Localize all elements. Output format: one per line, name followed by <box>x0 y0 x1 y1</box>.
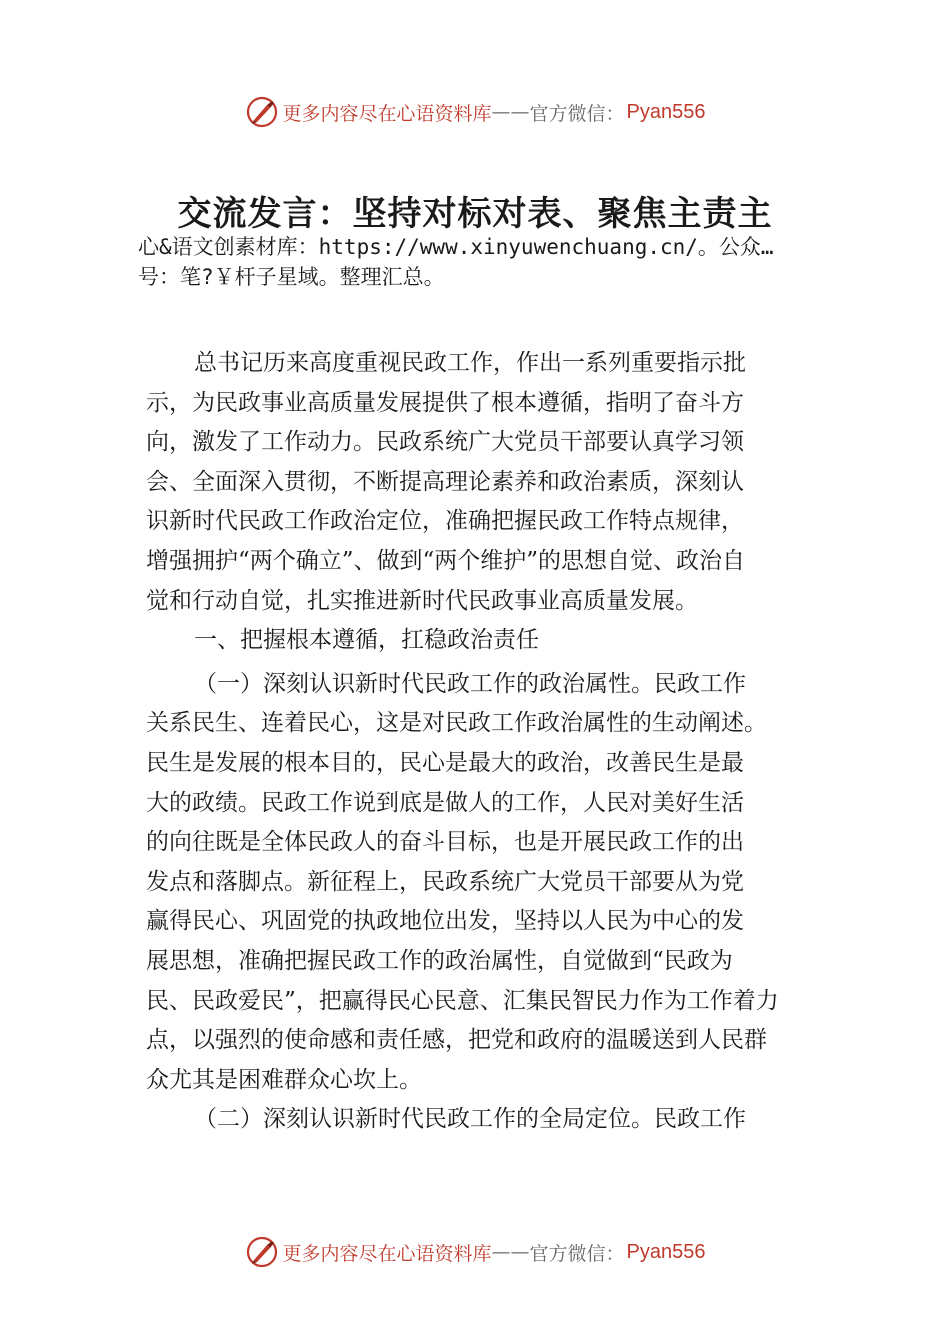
text-line: 觉和行动自觉，扎实推进新时代民政事业高质量发展。 <box>146 587 698 614</box>
pen-logo-icon <box>245 1235 279 1269</box>
text-line: （一）深刻认识新时代民政工作的政治属性。民政工作 <box>194 670 746 697</box>
text-line: 众尤其是困难群众心坎上。 <box>146 1066 422 1093</box>
banner-wechat-id: Pyan556 <box>626 1240 706 1263</box>
banner-wechat-id: Pyan556 <box>626 100 706 123</box>
header-banner <box>0 92 950 132</box>
document-title: 交流发言：坚持对标对表、聚焦主责主 <box>177 194 773 234</box>
text-line: 的向往既是全体民政人的奋斗目标，也是开展民政工作的出 <box>146 829 744 856</box>
source-line: 号：笔?￥杆子星域。整理汇总。 <box>138 265 445 289</box>
text-line: 示，为民政事业高质量发展提供了根本遵循，指明了奋斗方 <box>146 389 744 416</box>
pen-logo-icon <box>245 95 279 129</box>
paragraph-2 <box>146 665 818 1101</box>
text-line: 关系民生、连着民心，这是对民政工作政治属性的生动阐述。 <box>146 710 767 737</box>
text-line: 增强拥护“两个确立”、做到“两个维护”的思想自觉、政治自 <box>146 547 746 574</box>
text-line: 民生是发展的根本目的，民心是最大的政治，改善民生是最 <box>146 749 744 776</box>
source-note <box>138 232 838 292</box>
text-line: 点，以强烈的使命感和责任感，把党和政府的温暖送到人民群 <box>146 1027 767 1054</box>
text-line: 总书记历来高度重视民政工作，作出一系列重要指示批 <box>194 350 746 376</box>
source-line: 心&语文创素材库：https://www.xinyuwenchuang.cn/。公众… <box>138 235 774 259</box>
banner-dash: —— <box>491 101 530 123</box>
banner-dash: —— <box>491 1241 530 1263</box>
footer-banner <box>0 1232 950 1272</box>
banner-wechat-label: 官方微信： <box>529 1242 625 1265</box>
text-line: 向，激发了工作动力。民政系统广大党员干部要认真学习领 <box>146 429 744 456</box>
paragraph-3 <box>146 1100 818 1140</box>
banner-text: 更多内容尽在心语资料库 <box>282 1242 492 1265</box>
text-line: 大的政绩。民政工作说到底是做人的工作，人民对美好生活 <box>146 789 744 816</box>
document-body <box>146 344 818 1140</box>
text-line: 民、民政爱民”，把赢得民心民意、汇集民智民力作为工作着力 <box>146 987 779 1014</box>
text-line: 展思想，准确把握民政工作的政治属性，自觉做到“民政为 <box>146 947 733 974</box>
text-line: 赢得民心、巩固党的执政地位出发，坚持以人民为中心的发 <box>146 908 744 935</box>
banner-text: 更多内容尽在心语资料库 <box>282 102 492 125</box>
text-line: 会、全面深入贯彻，不断提高理论素养和政治素质，深刻认 <box>146 468 744 495</box>
paragraph-1 <box>146 344 818 621</box>
banner-wechat-label: 官方微信： <box>529 102 625 125</box>
text-line: 识新时代民政工作政治定位，准确把握民政工作特点规律， <box>146 508 744 535</box>
text-line: （二）深刻认识新时代民政工作的全局定位。民政工作 <box>194 1106 746 1133</box>
text-line: 发点和落脚点。新征程上，民政系统广大党员干部要从为党 <box>146 868 744 895</box>
section-heading: 一、把握根本遵循，扛稳政治责任 <box>194 627 539 654</box>
